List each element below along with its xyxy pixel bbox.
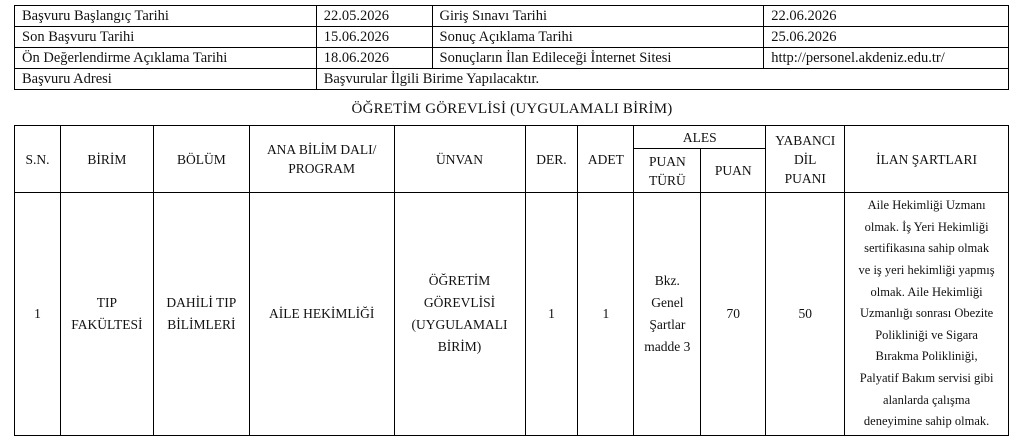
cell-unvan: ÖĞRETİM GÖREVLİSİ (UYGULAMALI BİRİM) bbox=[394, 193, 525, 436]
header-sn: S.N. bbox=[15, 126, 61, 193]
header-puan-turu: PUAN TÜRÜ bbox=[634, 149, 701, 193]
header-ilan-sartlari: İLAN ŞARTLARI bbox=[845, 126, 1009, 193]
cell-yabanci-dil: 50 bbox=[766, 193, 845, 436]
application-dates-table bbox=[14, 5, 1009, 90]
cell-bolum: DAHİLİ TIP BİLİMLERİ bbox=[153, 193, 249, 436]
cell-birim: TIP FAKÜLTESİ bbox=[60, 193, 153, 436]
address-value: Başvurular İlgili Birime Yapılacaktır. bbox=[316, 69, 1008, 90]
date-label: Başvuru Başlangıç Tarihi bbox=[15, 6, 317, 27]
header-der: DER. bbox=[525, 126, 578, 193]
date-value: 22.05.2026 bbox=[316, 6, 432, 27]
date-label: Son Başvuru Tarihi bbox=[15, 27, 317, 48]
date-label: Sonuç Açıklama Tarihi bbox=[432, 27, 764, 48]
job-posting-table bbox=[14, 125, 1009, 436]
section-title: ÖĞRETİM GÖREVLİSİ (UYGULAMALI BİRİM) bbox=[351, 101, 673, 117]
results-website[interactable]: http://personel.akdeniz.edu.tr/ bbox=[764, 48, 1009, 69]
header-puan: PUAN bbox=[701, 149, 766, 193]
header-bolum: BÖLÜM bbox=[153, 126, 249, 193]
cell-ilan-sartlari: Aile Hekimliği Uzmanı olmak. İş Yeri Hekimliği sertifikasına sahip olmak ve iş yeri hekimliği yapmış olmak. Aile Hekimliği Uzmanlığı sonrası Obezite Polikliniği ve Sigara Bırakma Polikliniği, Palyatif Bakım servisi gibi alanlarda çalışma deneyimine sahip olmak. bbox=[845, 193, 1009, 436]
date-label: Ön Değerlendirme Açıklama Tarihi bbox=[15, 48, 317, 69]
table-row bbox=[15, 193, 1009, 436]
cell-puan-turu: Bkz. Genel Şartlar madde 3 bbox=[634, 193, 701, 436]
cell-adet: 1 bbox=[578, 193, 634, 436]
date-value: 22.06.2026 bbox=[764, 6, 1009, 27]
date-label: Giriş Sınavı Tarihi bbox=[432, 6, 764, 27]
cell-ana-bilim-dali: AİLE HEKİMLİĞİ bbox=[249, 193, 394, 436]
date-value: 15.06.2026 bbox=[316, 27, 432, 48]
date-label: Sonuçların İlan Edileceği İnternet Sitesi bbox=[432, 48, 764, 69]
dates-row bbox=[15, 6, 1009, 27]
cell-der: 1 bbox=[525, 193, 578, 436]
header-unvan: ÜNVAN bbox=[394, 126, 525, 193]
header-adet: ADET bbox=[578, 126, 634, 193]
header-birim: BİRİM bbox=[60, 126, 153, 193]
cell-sn: 1 bbox=[15, 193, 61, 436]
header-yabanci-dil: YABANCI DİL PUANI bbox=[766, 126, 845, 193]
address-row bbox=[15, 69, 1009, 90]
address-label: Başvuru Adresi bbox=[15, 69, 317, 90]
cell-puan: 70 bbox=[701, 193, 766, 436]
header-ana-bilim-dali: ANA BİLİM DALI/ PROGRAM bbox=[249, 126, 394, 193]
header-ales: ALES bbox=[634, 126, 766, 149]
dates-row bbox=[15, 27, 1009, 48]
date-value: 18.06.2026 bbox=[316, 48, 432, 69]
date-value: 25.06.2026 bbox=[764, 27, 1009, 48]
dates-row bbox=[15, 48, 1009, 69]
header-row bbox=[15, 126, 1009, 149]
